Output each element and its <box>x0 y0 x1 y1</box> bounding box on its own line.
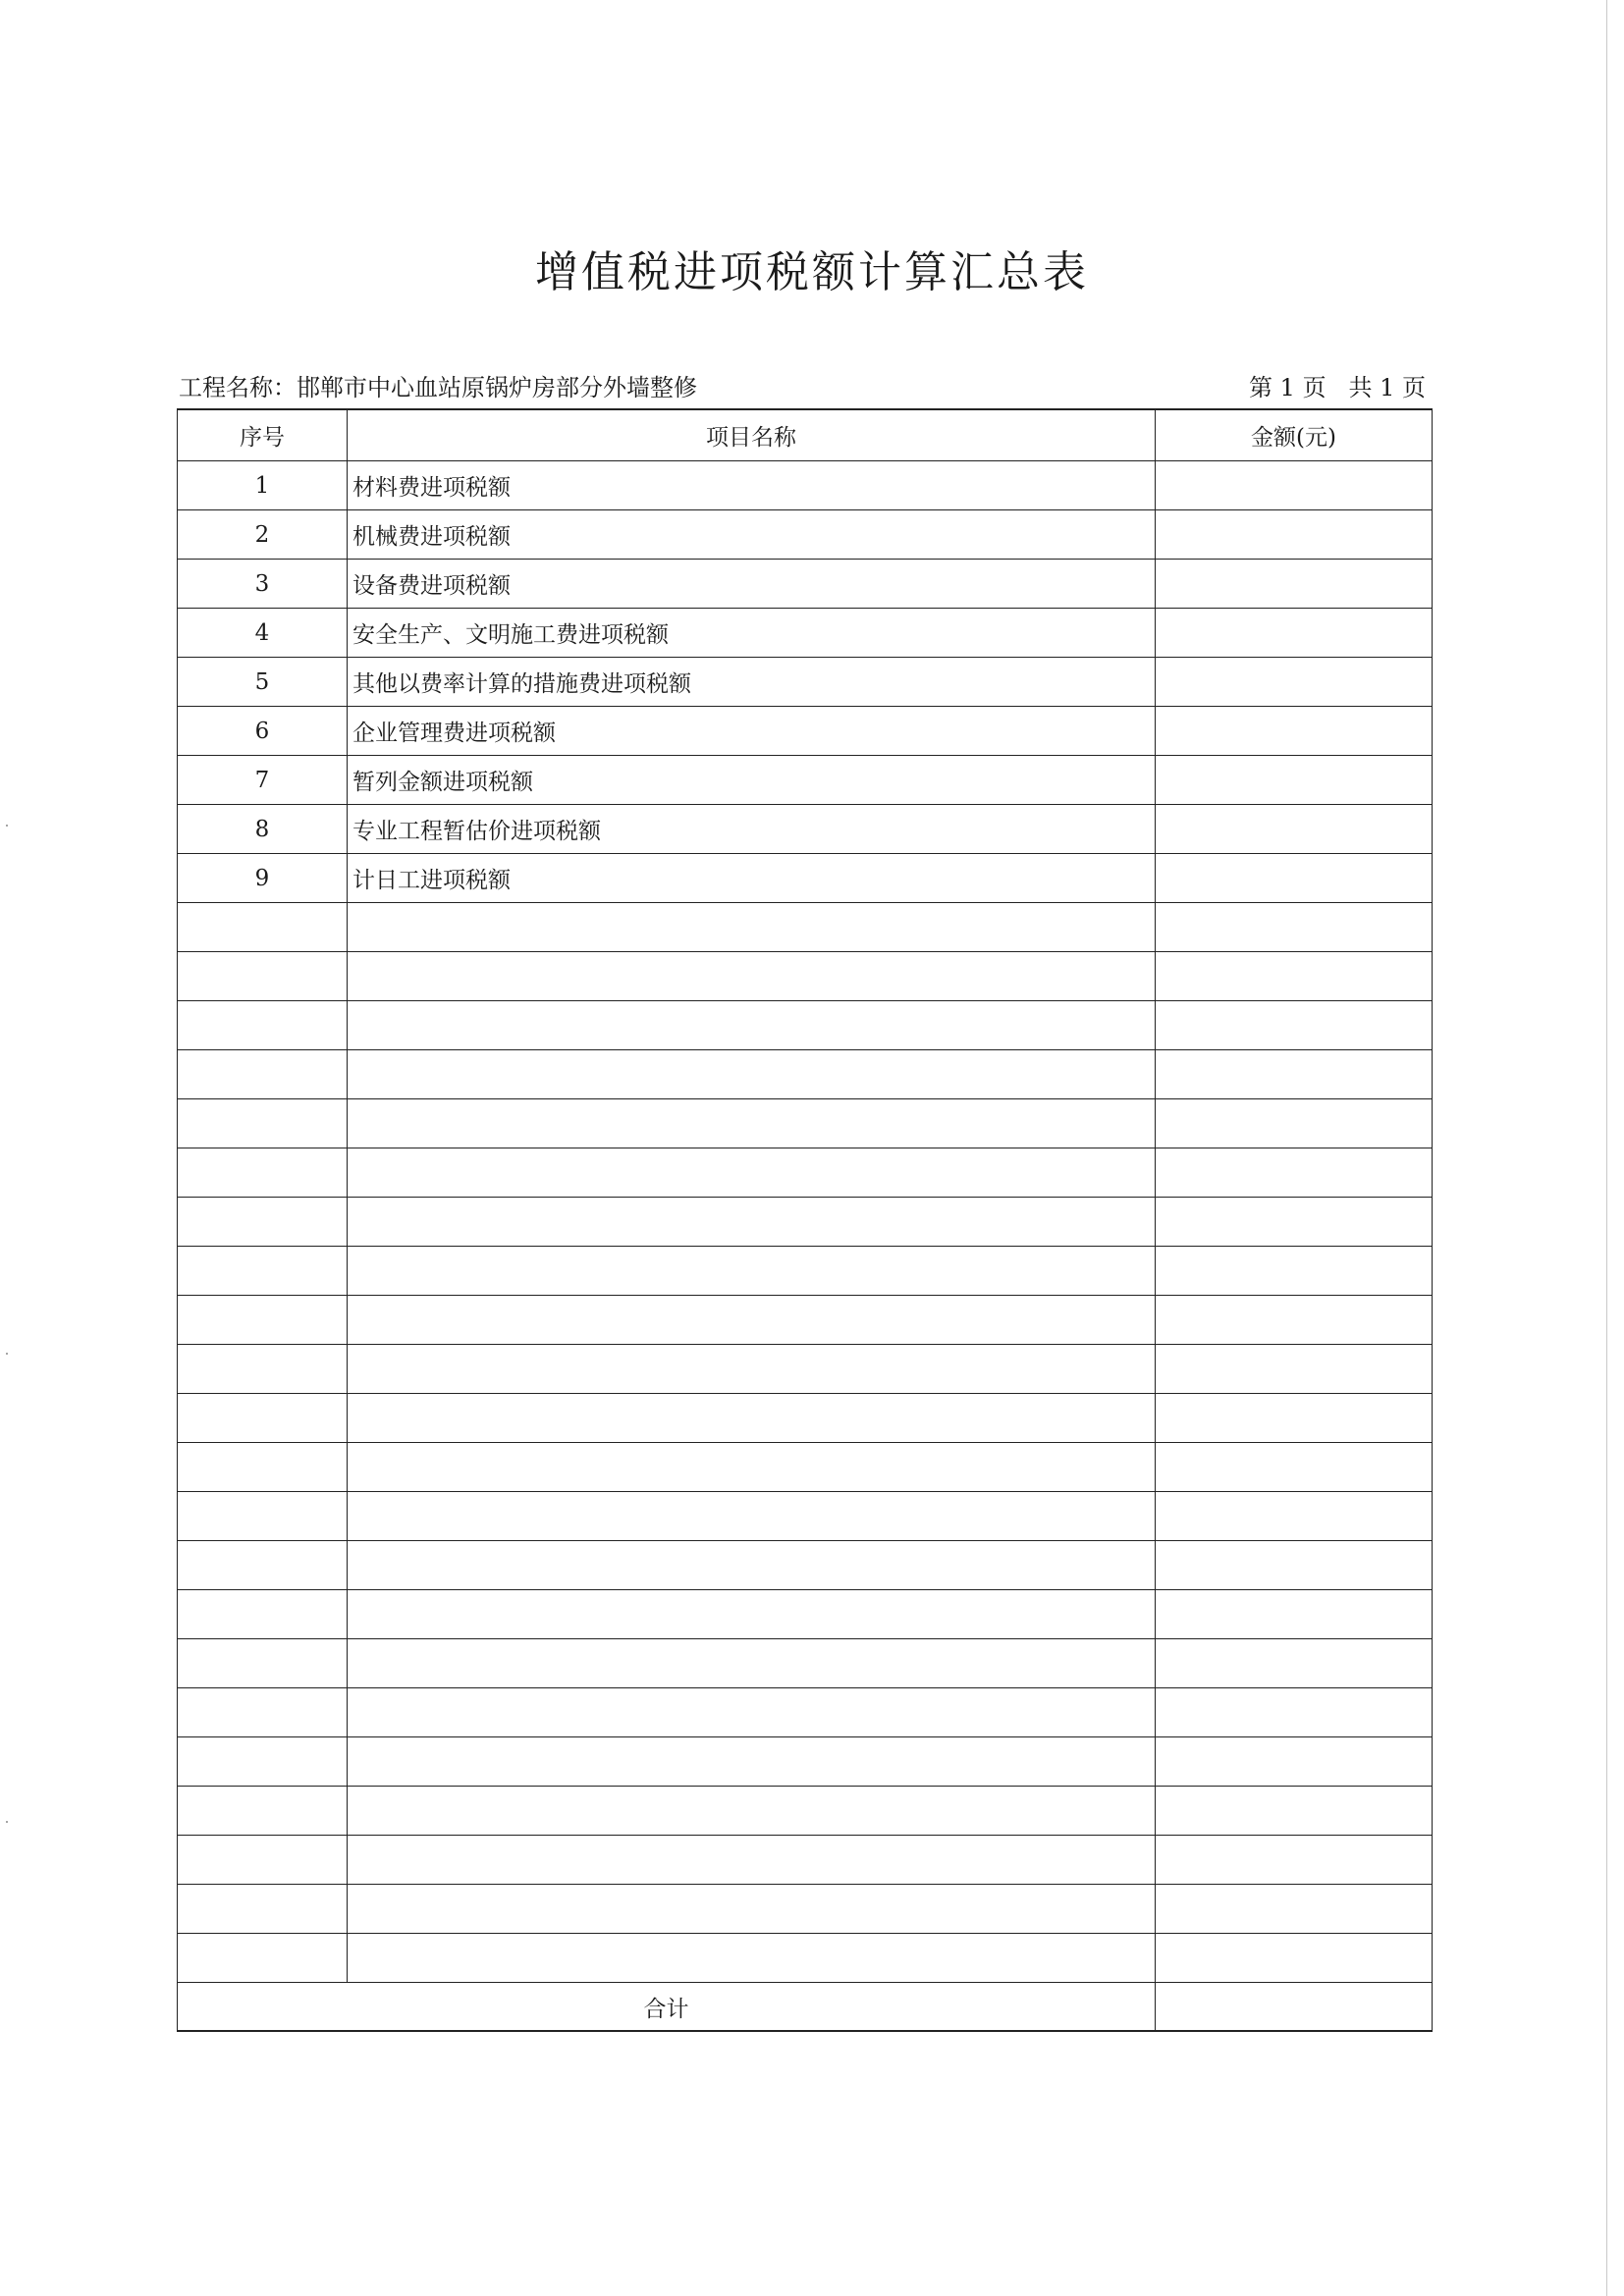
empty-cell <box>348 903 1156 952</box>
empty-cell <box>1156 1688 1433 1737</box>
empty-table-row <box>178 1148 1433 1198</box>
empty-table-row <box>178 1443 1433 1492</box>
row-seq: 1 <box>178 461 348 510</box>
empty-cell <box>1156 1639 1433 1688</box>
empty-table-row <box>178 1394 1433 1443</box>
row-item-name: 企业管理费进项税额 <box>348 707 1156 756</box>
empty-cell <box>178 1934 348 1983</box>
empty-cell <box>178 952 348 1001</box>
empty-cell <box>178 1345 348 1394</box>
row-seq: 9 <box>178 854 348 903</box>
empty-cell <box>1156 1934 1433 1983</box>
empty-cell <box>178 1541 348 1590</box>
empty-cell <box>178 1394 348 1443</box>
empty-cell <box>348 1737 1156 1787</box>
empty-table-row <box>178 1885 1433 1934</box>
row-seq: 5 <box>178 658 348 707</box>
empty-cell <box>1156 1247 1433 1296</box>
empty-table-row <box>178 1050 1433 1099</box>
table-row <box>178 756 1433 805</box>
empty-cell <box>178 1885 348 1934</box>
row-seq: 4 <box>178 609 348 658</box>
empty-cell <box>1156 1787 1433 1836</box>
empty-cell <box>178 1492 348 1541</box>
empty-cell <box>1156 1001 1433 1050</box>
empty-table-row <box>178 1737 1433 1787</box>
empty-cell <box>1156 1148 1433 1198</box>
vat-input-tax-table <box>177 408 1433 2032</box>
empty-cell <box>1156 1492 1433 1541</box>
row-amount <box>1156 609 1433 658</box>
empty-cell <box>348 1590 1156 1639</box>
table-row <box>178 707 1433 756</box>
empty-cell <box>1156 1099 1433 1148</box>
empty-cell <box>178 1148 348 1198</box>
empty-table-row <box>178 1639 1433 1688</box>
table-row <box>178 609 1433 658</box>
empty-cell <box>1156 1443 1433 1492</box>
empty-cell <box>348 1688 1156 1737</box>
document-title: 增值税进项税额计算汇总表 <box>535 247 1089 297</box>
empty-cell <box>1156 1836 1433 1885</box>
row-amount <box>1156 805 1433 854</box>
empty-cell <box>348 1050 1156 1099</box>
row-amount <box>1156 658 1433 707</box>
empty-cell <box>178 1737 348 1787</box>
empty-table-row <box>178 1247 1433 1296</box>
table-row <box>178 560 1433 609</box>
empty-cell <box>348 1099 1156 1148</box>
empty-cell <box>348 1198 1156 1247</box>
row-seq: 7 <box>178 756 348 805</box>
empty-cell <box>348 1492 1156 1541</box>
empty-cell <box>1156 952 1433 1001</box>
empty-cell <box>1156 903 1433 952</box>
empty-cell <box>1156 1345 1433 1394</box>
empty-cell <box>178 1639 348 1688</box>
empty-cell <box>178 1296 348 1345</box>
total-row <box>178 1983 1433 2032</box>
table-row <box>178 510 1433 560</box>
empty-cell <box>1156 1198 1433 1247</box>
empty-cell <box>1156 1737 1433 1787</box>
empty-cell <box>348 1836 1156 1885</box>
empty-table-row <box>178 1787 1433 1836</box>
row-item-name: 设备费进项税额 <box>348 560 1156 609</box>
row-item-name: 计日工进项税额 <box>348 854 1156 903</box>
row-amount <box>1156 707 1433 756</box>
scan-speck <box>6 1821 8 1823</box>
empty-cell <box>348 952 1156 1001</box>
table-body <box>178 461 1433 1983</box>
scan-page-edge <box>1606 0 1607 2296</box>
empty-table-row <box>178 1688 1433 1737</box>
row-amount <box>1156 756 1433 805</box>
empty-cell <box>1156 1885 1433 1934</box>
table-row <box>178 854 1433 903</box>
empty-cell <box>178 1688 348 1737</box>
empty-cell <box>178 1198 348 1247</box>
table-row <box>178 805 1433 854</box>
total-label: 合计 <box>178 1983 1156 2032</box>
row-item-name: 专业工程暂估价进项税额 <box>348 805 1156 854</box>
empty-cell <box>178 1590 348 1639</box>
scan-speck <box>6 1353 8 1355</box>
empty-cell <box>1156 1541 1433 1590</box>
empty-cell <box>348 1345 1156 1394</box>
empty-cell <box>1156 1050 1433 1099</box>
empty-cell <box>178 903 348 952</box>
row-amount <box>1156 854 1433 903</box>
header-seq: 序号 <box>178 409 348 461</box>
empty-cell <box>178 1001 348 1050</box>
empty-cell <box>348 1148 1156 1198</box>
table-header-row <box>178 409 1433 461</box>
project-name: 工程名称：邯郸市中心血站原锅炉房部分外墙整修 <box>179 374 697 401</box>
empty-cell <box>178 1787 348 1836</box>
page-number: 第 1 页 共 1 页 <box>1249 374 1426 401</box>
empty-cell <box>348 1639 1156 1688</box>
total-amount <box>1156 1983 1433 2032</box>
row-seq: 8 <box>178 805 348 854</box>
empty-table-row <box>178 1001 1433 1050</box>
empty-table-row <box>178 1934 1433 1983</box>
table-row <box>178 461 1433 510</box>
empty-cell <box>348 1885 1156 1934</box>
scan-speck <box>6 825 8 827</box>
empty-cell <box>348 1247 1156 1296</box>
empty-table-row <box>178 1296 1433 1345</box>
empty-table-row <box>178 1541 1433 1590</box>
header-item-name: 项目名称 <box>348 409 1156 461</box>
row-item-name: 材料费进项税额 <box>348 461 1156 510</box>
empty-cell <box>1156 1394 1433 1443</box>
empty-cell <box>1156 1590 1433 1639</box>
empty-cell <box>178 1247 348 1296</box>
row-seq: 3 <box>178 560 348 609</box>
empty-table-row <box>178 952 1433 1001</box>
empty-cell <box>348 1443 1156 1492</box>
empty-table-row <box>178 903 1433 952</box>
row-amount <box>1156 560 1433 609</box>
empty-cell <box>178 1836 348 1885</box>
row-amount <box>1156 510 1433 560</box>
row-item-name: 安全生产、文明施工费进项税额 <box>348 609 1156 658</box>
empty-cell <box>1156 1296 1433 1345</box>
row-amount <box>1156 461 1433 510</box>
empty-cell <box>178 1050 348 1099</box>
table-row <box>178 658 1433 707</box>
row-seq: 2 <box>178 510 348 560</box>
empty-table-row <box>178 1198 1433 1247</box>
empty-table-row <box>178 1492 1433 1541</box>
empty-cell <box>348 1787 1156 1836</box>
empty-cell <box>178 1443 348 1492</box>
row-seq: 6 <box>178 707 348 756</box>
empty-cell <box>348 1541 1156 1590</box>
empty-cell <box>178 1099 348 1148</box>
empty-cell <box>348 1001 1156 1050</box>
empty-table-row <box>178 1099 1433 1148</box>
empty-table-row <box>178 1836 1433 1885</box>
empty-cell <box>348 1394 1156 1443</box>
empty-cell <box>348 1934 1156 1983</box>
row-item-name: 机械费进项税额 <box>348 510 1156 560</box>
empty-cell <box>348 1296 1156 1345</box>
header-amount: 金额(元) <box>1156 409 1433 461</box>
row-item-name: 暂列金额进项税额 <box>348 756 1156 805</box>
empty-table-row <box>178 1590 1433 1639</box>
empty-table-row <box>178 1345 1433 1394</box>
row-item-name: 其他以费率计算的措施费进项税额 <box>348 658 1156 707</box>
